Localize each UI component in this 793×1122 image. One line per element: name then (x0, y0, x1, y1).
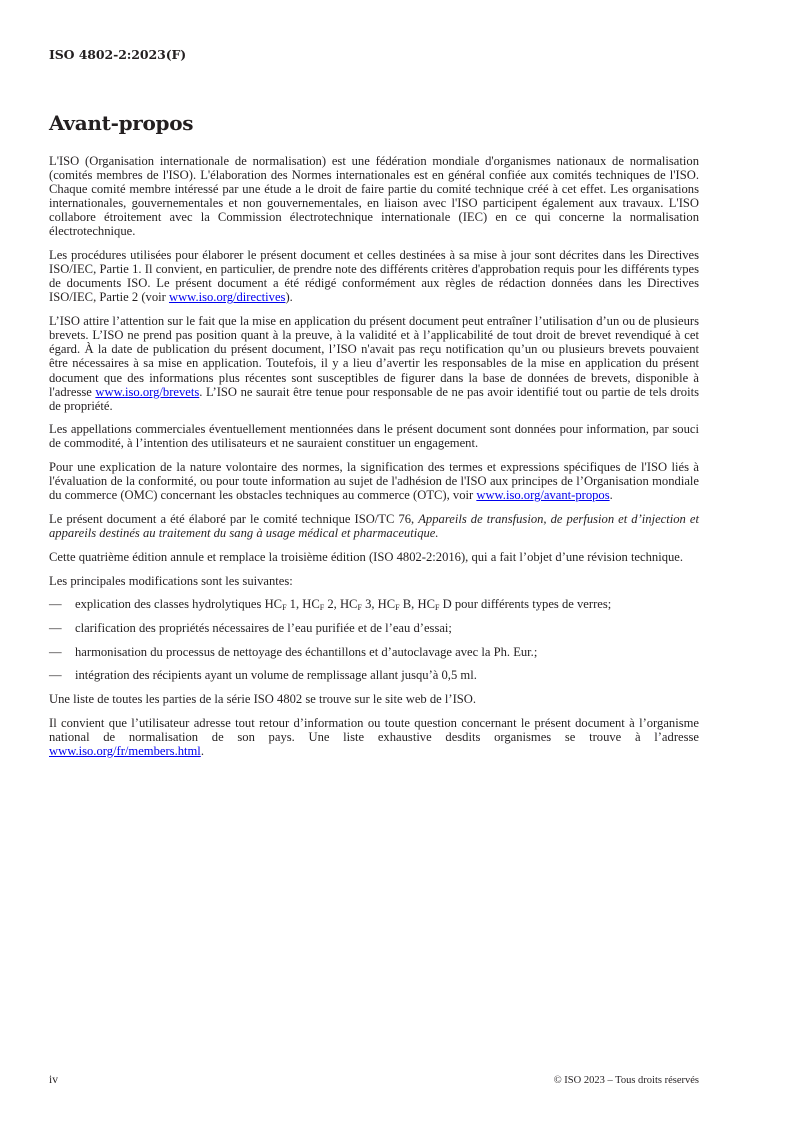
section-title: Avant-propos (49, 111, 194, 135)
dash-bullet: — (49, 597, 62, 612)
paragraph-iso-organisation: L'ISO (Organisation internationale de normalisation) est une fédération mondiale d'organismes nationaux de normalisation (comités membres de l'ISO). L'élaboration des Normes internationales est en général confiée aux comités techniques de l'ISO. Chaque comité membre intéressé par une étude a le droit de faire partie du comité technique créé à cet effet. Les organisations internationales, gouvernementales et non gouvernementales, en liaison avec l'ISO participent également aux travaux. L'ISO collabore étroitement avec la Commission électrotechnique internationale (IEC) en ce qui concerne la normalisation électrotechnique. (49, 154, 699, 239)
link-members[interactable]: www.iso.org/fr/members.html (49, 743, 201, 758)
document-identifier: ISO 4802-2:2023(F) (49, 47, 187, 62)
paragraph-edition: Cette quatrième édition annule et remplace la troisième édition (ISO 4802-2:2016), qui a fait l’objet d’une révision technique. (49, 549, 684, 564)
paragraph-committee: Le présent document a été élaboré par le comité technique ISO/TC 76, Appareils de transfusion, de perfusion et d’injection et appareils destinés au traitement du sang à usage médical et pharmaceutique. (49, 512, 699, 541)
paragraph-feedback: Il convient que l’utilisateur adresse tout retour d’information ou toute question concernant le présent document à l’organisme national de normalisation de son pays. Une liste exhaustive desdits organismes se trouve à l’adresse www.iso.org/fr/members.html. (49, 715, 699, 758)
paragraph-patents: L’ISO attire l’attention sur le fait que la mise en application du présent document peut entraîner l’utilisation d’un ou de plusieurs brevets. L’ISO ne prend pas position quant à la preuve, à la validité et à l’applicabilité de tout droit de brevet revendiqué à cet égard. À la date de publication du présent document, l’ISO n'avait pas reçu notification qu’un ou plusieurs brevets pouvaient être nécessaires à sa mise en application. Toutefois, il y a lieu d’avertir les responsables de la mise en application du présent document que des informations plus récentes sont susceptibles de figurer dans la base de données de brevets, disponible à l'adresse www.iso.org/brevets. L’ISO ne saurait être tenue pour responsable de ne pas avoir identifié tout ou partie de tels droits de propriété. (49, 314, 699, 413)
list-item: — explication des classes hydrolytiques $HC_F$ 1, $HC_F$ 2, $HC_F$ 3, $HC_F$ B, $HC_F$ D pour différents types de verres; (49, 597, 612, 613)
list-item: — harmonisation du processus de nettoyage des échantillons et d’autoclavage avec la Ph. Eur.; (49, 644, 538, 659)
paragraph-voluntary-nature: Pour une explication de la nature volontaire des normes, la signification des termes et expressions spécifiques de l'ISO liés à l'évaluation de la conformité, ou pour toute information au sujet de l'adhésion de l'ISO aux principes de l’Organisation mondiale du commerce (OMC) concernant les obstacles techniques au commerce (OTC), voir www.iso.org/avant-propos. (49, 460, 699, 503)
dash-bullet: — (49, 644, 62, 659)
paragraph-trade-names: Les appellations commerciales éventuellement mentionnées dans le présent document sont données pour information, par souci de commodité, à l’intention des utilisateurs et ne sauraient constituer un engagement. (49, 422, 699, 451)
changes-list (49, 597, 699, 682)
list-item: — clarification des propriétés nécessaires de l’eau purifiée et de l’eau d’essai; (49, 620, 452, 635)
link-avant-propos[interactable]: www.iso.org/avant-propos (476, 488, 610, 503)
link-brevets[interactable]: www.iso.org/brevets (95, 384, 200, 399)
page-number: iv (49, 1074, 58, 1086)
foreword-body (49, 154, 699, 768)
dash-bullet: — (49, 620, 62, 635)
dash-bullet: — (49, 668, 62, 683)
link-directives[interactable]: www.iso.org/directives (168, 290, 286, 305)
paragraph-series-list: Une liste de toutes les parties de la série ISO 4802 se trouve sur le site web de l’ISO. (49, 691, 477, 706)
list-item: — intégration des récipients ayant un volume de remplissage allant jusqu’à 0,5 ml. (49, 668, 477, 683)
paragraph-changes-intro: Les principales modifications sont les suivantes: (49, 573, 293, 588)
copyright-notice: © ISO 2023 – Tous droits réservés (553, 1075, 699, 1086)
committee-title: Appareils de transfusion, de perfusion et d’injection et appareils destinés au traitement du sang à usage médical et pharmaceutique. (49, 512, 699, 541)
paragraph-procedures: Les procédures utilisées pour élaborer le présent document et celles destinées à sa mise à jour sont décrites dans les Directives ISO/IEC, Partie 1. Il convient, en particulier, de prendre note des différents critères d'approbation requis pour les différents types de documents ISO. Le présent document a été rédigé conformément aux règles de rédaction données dans les Directives ISO/IEC, Partie 2 (voir www.iso.org/directives). (49, 248, 699, 305)
